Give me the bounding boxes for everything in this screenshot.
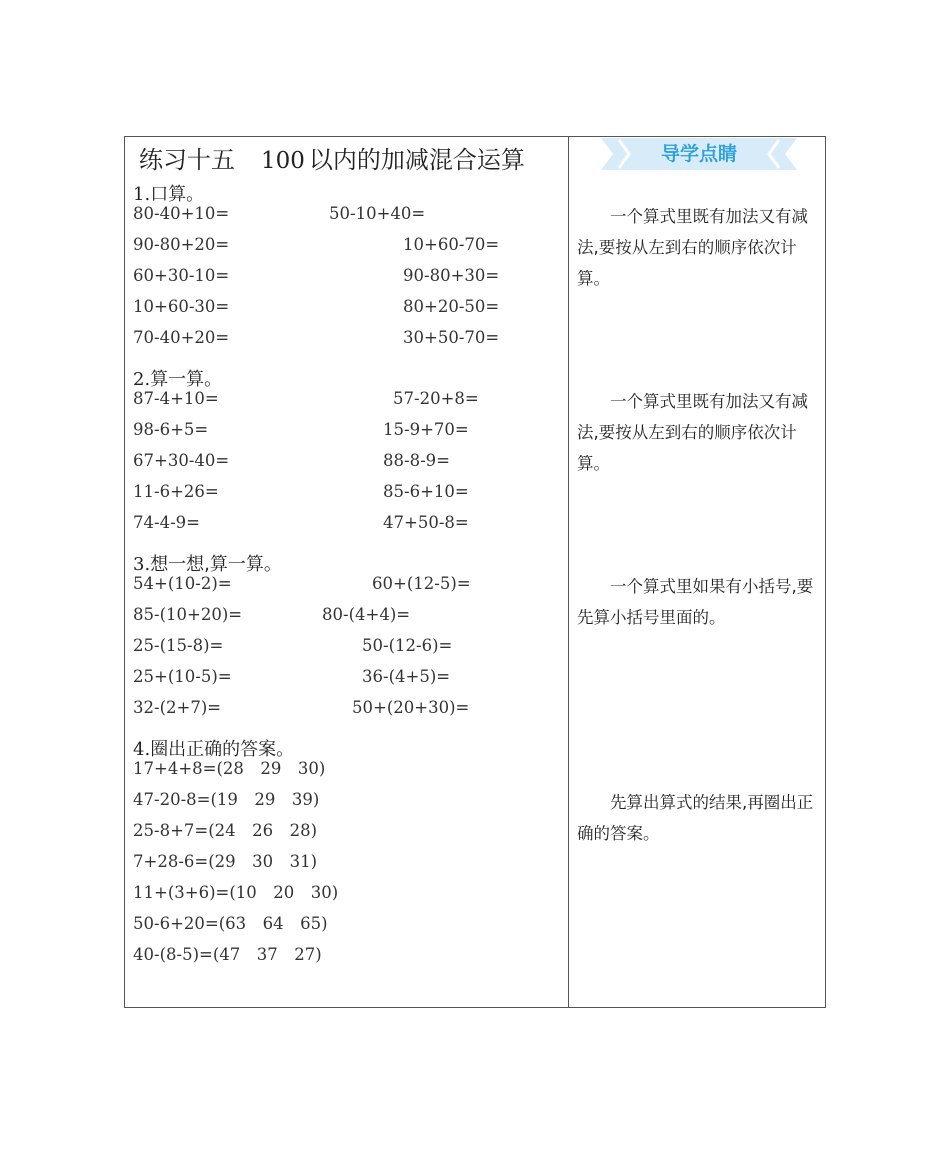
math-expression: 50-6+20=(63 64 65) <box>133 914 328 933</box>
section-number: 3. <box>133 554 151 575</box>
math-expression: 11+(3+6)=(10 20 30) <box>133 883 339 902</box>
section-number: 2. <box>133 369 151 390</box>
math-expression: 7+28-6=(29 30 31) <box>133 852 318 871</box>
worksheet <box>124 136 826 1008</box>
guide-tip: 先算出算式的结果,再圈出正确的答案。 <box>577 793 814 843</box>
guide-tip: 一个算式里既有加法又有减法,要按从左到右的顺序依次计算。 <box>577 392 808 473</box>
math-expression: 47+50-8= <box>383 513 469 532</box>
math-expression: 85-6+10= <box>383 482 469 501</box>
math-expression: 67+30-40= <box>133 451 230 470</box>
math-expression: 10+60-30= <box>133 297 230 316</box>
math-expression: 88-8-9= <box>383 451 450 470</box>
section-number: 1. <box>133 184 151 205</box>
math-expression: 50-10+40= <box>329 204 426 223</box>
math-expression: 40-(8-5)=(47 37 27) <box>133 945 322 964</box>
math-expression: 50+(20+30)= <box>352 698 470 717</box>
math-expression: 25+(10-5)= <box>133 667 232 686</box>
section-number: 4. <box>133 739 151 760</box>
guide-tip: 一个算式里如果有小括号,要先算小括号里面的。 <box>577 577 814 627</box>
math-expression: 25-(15-8)= <box>133 636 224 655</box>
math-expression: 90-80+20= <box>133 235 230 254</box>
math-expression: 54+(10-2)= <box>133 574 232 593</box>
guide-tip: 一个算式里既有加法又有减法,要按从左到右的顺序依次计算。 <box>577 207 808 288</box>
title-number: 100 <box>261 148 305 174</box>
badge-label: 导学点睛 <box>660 143 737 165</box>
math-expression: 60+30-10= <box>133 266 230 285</box>
math-expression: 80+20-50= <box>403 297 500 316</box>
math-expression: 80-(4+4)= <box>322 605 411 624</box>
math-expression: 10+60-70= <box>403 235 500 254</box>
math-expression: 47-20-8=(19 29 39) <box>133 790 320 809</box>
math-expression: 87-4+10= <box>133 389 219 408</box>
title-text: 以内的加减混合运算 <box>308 146 525 174</box>
math-expression: 17+4+8=(28 29 30) <box>133 759 326 778</box>
math-expression: 30+50-70= <box>403 328 500 347</box>
math-expression: 36-(4+5)= <box>362 667 451 686</box>
math-expression: 74-4-9= <box>133 513 200 532</box>
section-label: 算一算。 <box>150 369 223 390</box>
column-divider <box>568 137 569 1007</box>
math-expression: 85-(10+20)= <box>133 605 243 624</box>
math-expression: 32-(2+7)= <box>133 698 222 717</box>
math-expression: 57-20+8= <box>393 389 479 408</box>
math-expression: 98-6+5= <box>133 420 209 439</box>
math-expression: 80-40+10= <box>133 204 230 223</box>
math-expression: 90-80+30= <box>403 266 500 285</box>
guide-badge <box>601 137 797 171</box>
section-label: 想一想,算一算。 <box>150 554 282 575</box>
section-label: 圈出正确的答案。 <box>150 739 295 760</box>
math-expression: 60+(12-5)= <box>372 574 471 593</box>
math-expression: 25-8+7=(24 26 28) <box>133 821 318 840</box>
math-expression: 15-9+70= <box>383 420 469 439</box>
math-expression: 11-6+26= <box>133 482 219 501</box>
title-prefix: 练习十五 <box>139 146 235 174</box>
math-expression: 50-(12-6)= <box>362 636 453 655</box>
worksheet-title <box>139 145 525 176</box>
section-label: 口算。 <box>150 184 205 205</box>
math-expression: 70-40+20= <box>133 328 230 347</box>
